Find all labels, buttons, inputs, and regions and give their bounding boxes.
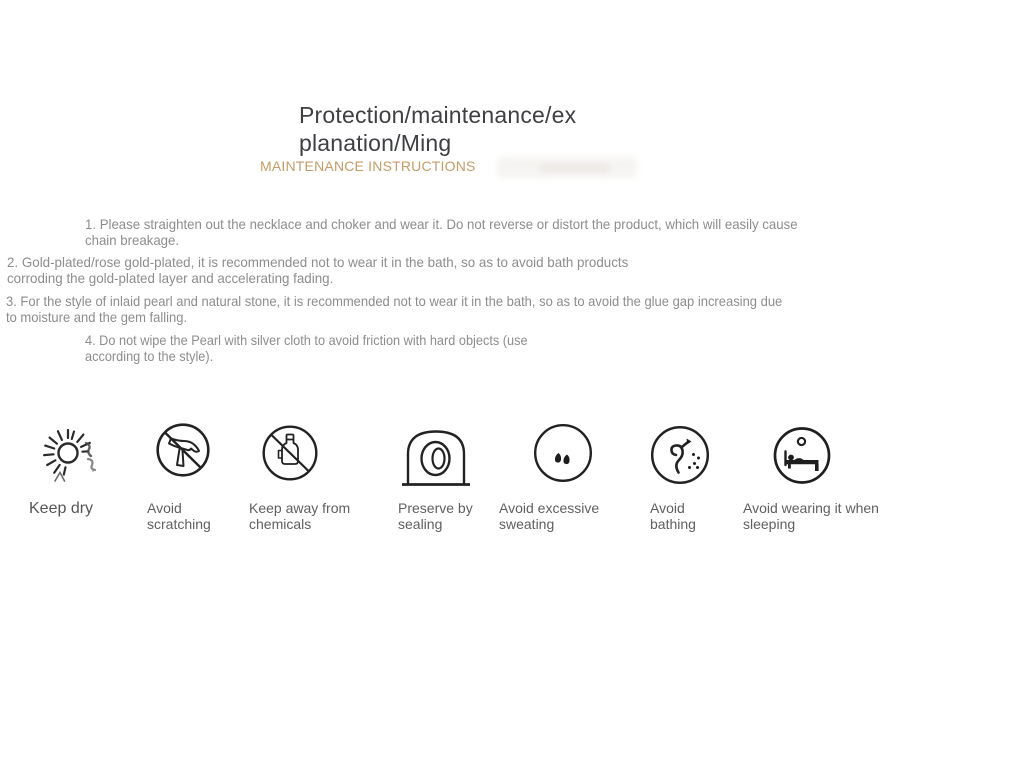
icon-caption-avoid-bathing xyxy=(650,501,696,533)
instruction-line: 3. For the style of inlaid pearl and natural stone, it is recommended not to wear it in the bath, so as to avoid the glue gap increasing due xyxy=(6,293,783,309)
no-chemicals-icon xyxy=(261,424,319,482)
page-title-line1: Protection/maintenance/ex xyxy=(299,102,577,128)
instruction-line: chain breakage. xyxy=(85,231,180,248)
caption-line: Avoid xyxy=(650,500,685,516)
caption-line: sealing xyxy=(398,515,443,532)
no-hammer-icon xyxy=(155,422,211,478)
caption-line: Avoid excessive xyxy=(499,500,600,516)
caption-line: chemicals xyxy=(249,515,312,532)
caption-line: scratching xyxy=(147,515,211,532)
instruction-item-3 xyxy=(6,294,782,325)
instruction-line: 1. Please straighten out the necklace and choker and wear it. Do not reverse or distort the product, which will easily cause xyxy=(85,216,798,232)
caption-line: Preserve by xyxy=(398,500,473,516)
caption-line: sleeping xyxy=(743,515,796,532)
instruction-line: 4. Do not wipe the Pearl with silver cloth to avoid friction with hard objects (use xyxy=(85,332,528,348)
icon-caption-keep-dry xyxy=(29,501,93,517)
caption-line: Keep dry xyxy=(29,500,94,517)
instruction-item-4 xyxy=(85,333,528,364)
watermark-smudge xyxy=(540,163,610,173)
sweat-drops-icon xyxy=(532,422,594,484)
instruction-line: to moisture and the gem falling. xyxy=(6,308,188,325)
instruction-line: according to the style). xyxy=(85,347,214,364)
icon-caption-avoid-sleeping xyxy=(743,501,879,533)
caption-line: sweating xyxy=(499,515,555,532)
icon-caption-avoid-sweating xyxy=(499,501,599,533)
caption-line: bathing xyxy=(650,515,696,532)
sun-icon xyxy=(33,419,103,497)
caption-line: Avoid xyxy=(147,500,182,516)
shower-icon xyxy=(649,424,711,486)
caption-line: Keep away from xyxy=(249,500,351,516)
icon-caption-avoid-scratching xyxy=(147,501,211,533)
page-title xyxy=(299,102,576,157)
caption-line: Avoid wearing it when xyxy=(743,500,879,516)
page-title-line2: planation/Ming xyxy=(299,129,452,156)
bed-icon xyxy=(772,426,832,486)
instruction-item-2 xyxy=(7,255,628,286)
icon-caption-keep-away-chemicals xyxy=(249,501,350,533)
instruction-line: 2. Gold-plated/rose gold-plated, it is recommended not to wear it in the bath, so as to avoid bath products xyxy=(7,254,629,270)
instruction-item-1 xyxy=(85,217,798,248)
icon-caption-preserve-sealing xyxy=(398,501,473,533)
sealed-dome-icon xyxy=(402,421,470,487)
instruction-line: corroding the gold-plated layer and accelerating fading. xyxy=(7,269,334,286)
page-subtitle: MAINTENANCE INSTRUCTIONS xyxy=(260,158,476,174)
